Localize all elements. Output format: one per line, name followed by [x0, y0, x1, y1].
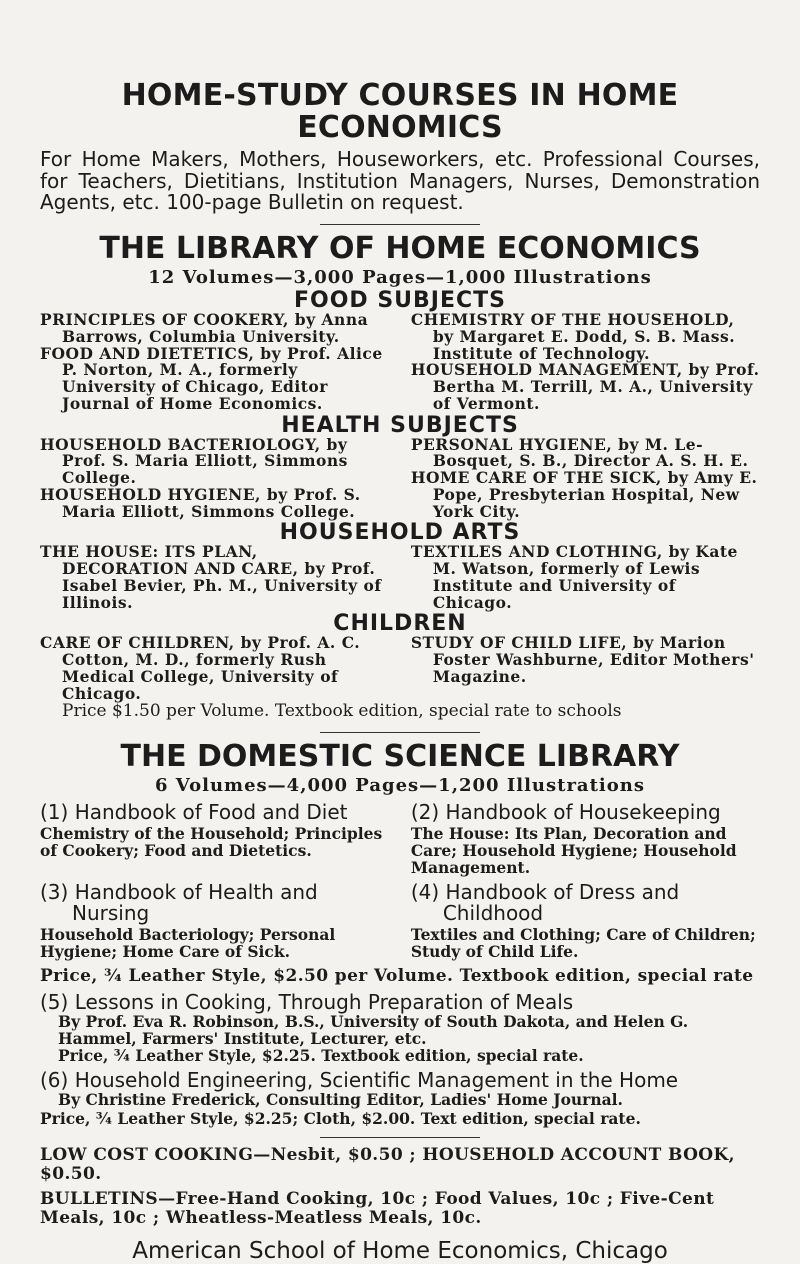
book-entry: CHEMISTRY OF THE HOUSEHOLD, by Margaret E. Dodd, S. B. Mass. Institute of Technology.: [410, 310, 736, 363]
section-columns: [40, 635, 760, 702]
section-title: HEALTH SUBJECTS: [281, 412, 519, 438]
section-title: HOUSEHOLD ARTS: [279, 520, 521, 546]
volumes-row-1: [40, 796, 760, 876]
volume-contents: Household Bacteriology; Personal Hygiene; Home Care of Sick.: [40, 925, 336, 962]
section-column-left: [40, 544, 389, 611]
section-column-right: [411, 312, 760, 412]
section-columns: [40, 312, 760, 412]
volume-heading: (1) Handbook of Food and Diet: [40, 800, 348, 825]
book-entry: PRINCIPLES OF COOKERY, by Anna Barrows, Columbia University.: [40, 310, 369, 347]
extras-line-1: LOW COST COOKING—Nesbit, $0.50 ; HOUSEHOLD ACCOUNT BOOK, $0.50.: [40, 1144, 735, 1184]
book-entry: STUDY OF CHILD LIFE, by Marion Foster Washburne, Editor Mothers' Magazine.: [410, 633, 755, 686]
book-entry: TEXTILES AND CLOTHING, by Kate M. Watson, formerly of Lewis Institute and University of Chicago.: [410, 542, 738, 612]
book-entry: HOME CARE OF THE SICK, by Amy E. Pope, Presbyterian Hospital, New York City.: [410, 468, 758, 521]
volume-contents: Chemistry of the Household; Principles of Cookery; Food and Dietetics.: [40, 824, 383, 861]
divider: [320, 224, 480, 225]
section-columns: [40, 434, 760, 521]
domestic-subtitle: 6 Volumes—4,000 Pages—1,200 Illustrations: [155, 775, 645, 797]
volume-6-author: By Christine Frederick, Consulting Editor, Ladies' Home Journal.: [58, 1089, 623, 1109]
section-title: CHILDREN: [333, 611, 467, 637]
book-entry: HOUSEHOLD HYGIENE, by Prof. S. Maria Elliott, Simmons College.: [40, 484, 361, 521]
book-entry: CARE OF CHILDREN, by Prof. A. C. Cotton, M. D., formerly Rush Medical College, University of Chicago.: [40, 633, 361, 703]
volume-heading: (4) Handbook of Dress and Childhood: [410, 880, 680, 926]
volume-2: [411, 796, 760, 876]
section-column-left: [40, 635, 389, 702]
extras-line-2: BULLETINS—Free-Hand Cooking, 10c ; Food Values, 10c ; Five-Cent Meals, 10c ; Wheatless-Meatless Meals, 10c.: [40, 1188, 715, 1228]
volume-3: [40, 876, 389, 960]
domestic-title: THE DOMESTIC SCIENCE LIBRARY: [120, 738, 680, 774]
book-entry: HOUSEHOLD MANAGEMENT, by Prof. Bertha M. Terrill, M. A., University of Vermont.: [410, 360, 760, 413]
divider: [320, 1137, 480, 1138]
book-entry: HOUSEHOLD BACTERIOLOGY, by Prof. S. Maria Elliott, Simmons College.: [40, 434, 348, 488]
volume-5-authors: By Prof. Eva R. Robinson, B.S., University of South Dakota, and Helen G. Hammel, Farmers' Institute, Lecturer, etc.: [58, 1011, 689, 1048]
publisher-footer: American School of Home Economics, Chicago: [132, 1237, 668, 1264]
volumes-row-2: [40, 876, 760, 960]
intro-paragraph: For Home Makers, Mothers, Houseworkers, etc. Professional Courses, for Teachers, Dietitians, Institution Managers, Nurses, Demonstration Agents, etc. 100-page Bulletin on request.: [40, 147, 760, 215]
library-price: Price $1.50 per Volume. Textbook edition, special rate to schools: [62, 701, 622, 722]
volume-contents: The House: Its Plan, Decoration and Care; Household Hygiene; Household Management.: [410, 824, 737, 878]
section-column-left: [40, 434, 389, 521]
book-entry: PERSONAL HYGIENE, by M. Le-Bosquet, S. B., Director A. S. H. E.: [410, 434, 749, 471]
section-columns: [40, 544, 760, 611]
divider: [320, 732, 480, 733]
book-entry: FOOD AND DIETETICS, by Prof. Alice P. Norton, M. A., formerly University of Chicago, Editor Journal of Home Economics.: [40, 343, 383, 413]
section-column-right: [411, 635, 760, 702]
section-column-right: [411, 544, 760, 611]
volume-1: [40, 796, 389, 876]
library-subtitle: 12 Volumes—3,000 Pages—1,000 Illustrations: [148, 267, 652, 289]
book-entry: THE HOUSE: ITS PLAN, DECORATION AND CARE, by Prof. Isabel Bevier, Ph. M., University of Illinois.: [40, 542, 382, 612]
volume-5-heading: (5) Lessons in Cooking, Through Preparation of Meals: [40, 989, 574, 1014]
section-column-right: [410, 434, 760, 521]
section-column-left: [40, 312, 389, 412]
volume-contents: Textiles and Clothing; Care of Children; Study of Child Life.: [410, 925, 756, 962]
library-title: THE LIBRARY OF HOME ECONOMICS: [99, 230, 701, 266]
library-sections: [40, 290, 760, 702]
volume-4: [411, 876, 760, 960]
volume-heading: (3) Handbook of Health and Nursing: [40, 880, 318, 926]
volume-6-price: Price, ¾ Leather Style, $2.25; Cloth, $2.00. Text edition, special rate.: [40, 1108, 641, 1128]
domestic-price: Price, ¾ Leather Style, $2.50 per Volume. Textbook edition, special rate: [40, 965, 754, 986]
banner-title: HOME-STUDY COURSES IN HOME ECONOMICS: [121, 78, 679, 145]
volume-6-heading: (6) Household Engineering, Scientific Management in the Home: [40, 1067, 679, 1092]
volume-heading: (2) Handbook of Housekeeping: [410, 800, 721, 825]
volume-5-price: Price, ¾ Leather Style, $2.25. Textbook edition, special rate.: [58, 1045, 584, 1065]
section-title: FOOD SUBJECTS: [293, 288, 507, 314]
